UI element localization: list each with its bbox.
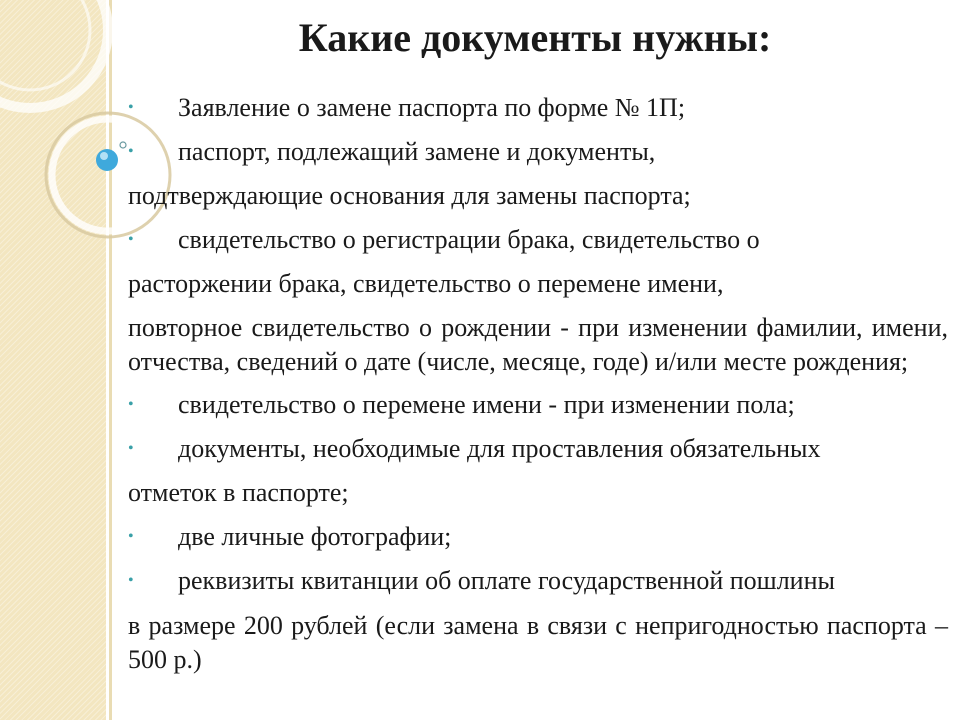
item-text: свидетельство о регистрации брака, свидетельство о xyxy=(178,225,760,254)
bullet-icon: • xyxy=(128,143,134,160)
document-list xyxy=(128,86,948,681)
list-item xyxy=(128,383,948,427)
continuation-line: подтверждающие основания для замены паспорта; xyxy=(128,181,691,210)
small-dot-icon xyxy=(120,142,126,148)
list-item xyxy=(128,218,948,262)
bullet-icon: • xyxy=(128,396,134,413)
blue-orb-icon xyxy=(96,149,118,171)
item-text: реквизиты квитанции об оплате государственной пошлины xyxy=(178,566,835,595)
list-item xyxy=(128,130,948,174)
item-text: две личные фотографии; xyxy=(178,522,452,551)
bullet-icon: • xyxy=(128,440,134,457)
paragraph: повторное свидетельство о рождении - при изменении фамилии, имени, отчества, сведений о дате (числе, месяце, годе) и/или месте рождения; xyxy=(128,313,948,376)
bullet-icon: • xyxy=(128,231,134,248)
paragraph: в размере 200 рублей (если замена в связи с непригодностью паспорта – 500 р.) xyxy=(128,611,948,674)
continuation-line: расторжении брака, свидетельство о перемене имени, xyxy=(128,269,724,298)
bullet-icon: • xyxy=(128,528,134,545)
orb-highlight xyxy=(100,152,108,160)
slide-title: Какие документы нужны: xyxy=(298,15,772,60)
bullet-icon: • xyxy=(128,572,134,589)
list-item xyxy=(128,559,948,603)
inner-ring xyxy=(0,0,90,90)
item-text: свидетельство о перемене имени - при изменении пола; xyxy=(178,390,795,419)
list-item xyxy=(128,515,948,559)
item-text: документы, необходимые для проставления обязательных xyxy=(178,434,821,463)
item-text: Заявление о замене паспорта по форме № 1П; xyxy=(178,93,686,122)
item-text: паспорт, подлежащий замене и документы, xyxy=(178,137,656,166)
outer-ring xyxy=(0,0,108,108)
continuation-line: отметок в паспорте; xyxy=(128,478,349,507)
bullet-icon: • xyxy=(128,99,134,116)
list-item xyxy=(128,86,948,130)
list-item xyxy=(128,427,948,471)
